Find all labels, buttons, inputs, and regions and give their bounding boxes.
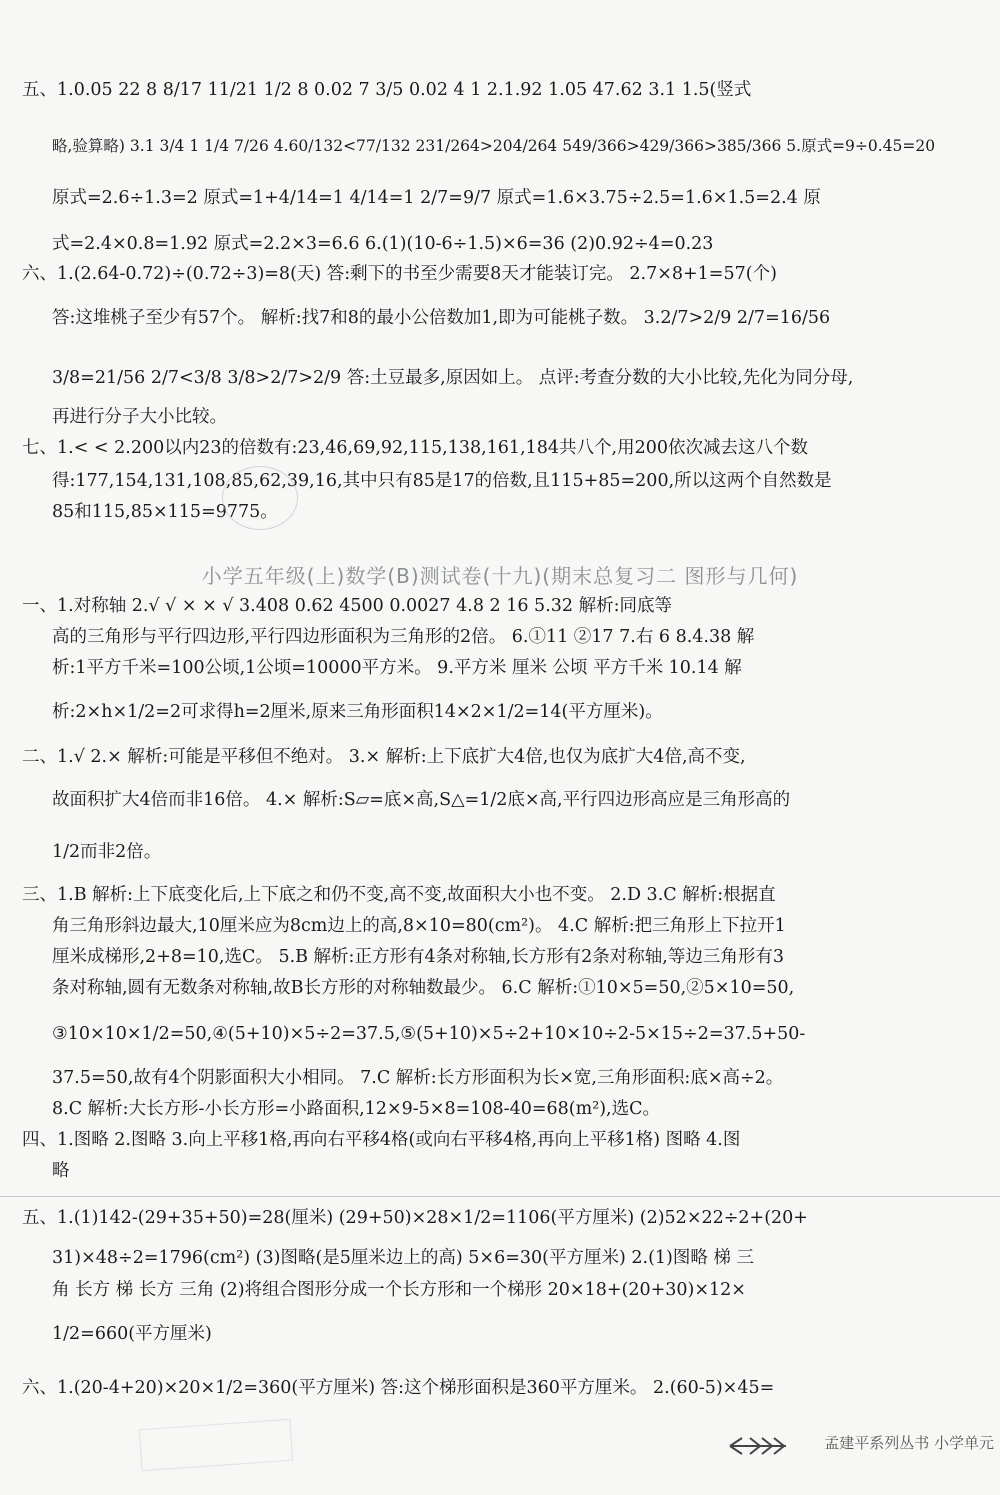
- stamp-mark: [222, 466, 298, 530]
- answer-line: 略,验算略) 3.1 3/4 1 1/4 7/26 4.60/132<77/132 231/264>204/264 549/366>429/366>385/366 5.原式=9÷0.45=20: [52, 137, 936, 155]
- answer-line: 六、1.(2.64-0.72)÷(0.72÷3)=8(天) 答:剩下的书至少需要8天才能装订完。 2.7×8+1=57(个): [22, 264, 777, 284]
- answer-line: 角三角形斜边最大,10厘米应为8cm边上的高,8×10=80(cm²)。 4.C 解析:把三角形上下拉开1: [52, 916, 786, 936]
- answer-line: 五、1.(1)142-(29+35+50)=28(厘米) (29+50)×28×1/2=1106(平方厘米) (2)52×22÷2+(20+: [22, 1208, 808, 1228]
- answer-line: 8.C 解析:大长方形-小长方形=小路面积,12×9-5×8=108-40=68(m²),选C。: [52, 1099, 660, 1119]
- answer-line: 条对称轴,圆有无数条对称轴,故B长方形的对称轴数最少。 6.C 解析:①10×5=50,②5×10=50,: [52, 978, 795, 998]
- answer-line: 37.5=50,故有4个阴影面积大小相同。 7.C 解析:长方形面积为长×宽,三角形面积:底×高÷2。: [52, 1068, 784, 1088]
- answer-line: 五、1.0.05 22 8 8/17 11/21 1/2 8 0.02 7 3/5 0.02 4 1 2.1.92 1.05 47.62 3.1 1.5(竖式: [22, 80, 752, 100]
- answer-line: 3/8=21/56 2/7<3/8 3/8>2/7>2/9 答:土豆最多,原因如上。 点评:考查分数的大小比较,先化为同分母,: [52, 368, 854, 388]
- answer-line: 故面积扩大4倍而非16倍。 4.× 解析:S▱=底×高,S△=1/2底×高,平行四边形高应是三角形高的: [52, 790, 791, 810]
- answer-line: 析:2×h×1/2=2可求得h=2厘米,原来三角形面积14×2×1/2=14(平方厘米)。: [52, 702, 663, 722]
- section-title: 小学五年级(上)数学(B)测试卷(十九)(期末总复习二 图形与几何): [201, 564, 799, 588]
- answer-line: 角 长方 梯 长方 三角 (2)将组合图形分成一个长方形和一个梯形 20×18+(20+30)×12×: [52, 1280, 746, 1300]
- answer-line: 高的三角形与平行四边形,平行四边形面积为三角形的2倍。 6.①11 ②17 7.右 6 8.4.38 解: [52, 627, 755, 647]
- answer-line: 得:177,154,131,108,85,62,39,16,其中只有85是17的倍数,且115+85=200,所以这两个自然数是: [52, 471, 832, 491]
- answer-line: 七、1.< < 2.200以内23的倍数有:23,46,69,92,115,138,161,184共八个,用200依次减去这八个数: [22, 438, 808, 458]
- answer-line: 三、1.B 解析:上下底变化后,上下底之和仍不变,高不变,故面积大小也不变。 2.D 3.C 解析:根据直: [22, 885, 776, 905]
- answer-line: 六、1.(20-4+20)×20×1/2=360(平方厘米) 答:这个梯形面积是360平方厘米。 2.(60-5)×45=: [22, 1378, 775, 1398]
- answer-line: 厘米成梯形,2+8=10,选C。 5.B 解析:正方形有4条对称轴,长方形有2条对称轴,等边三角形有3: [52, 947, 784, 967]
- answer-line: 原式=2.6÷1.3=2 原式=1+4/14=1 4/14=1 2/7=9/7 原式=1.6×3.75÷2.5=1.6×1.5=2.4 原: [52, 188, 821, 208]
- arrow-icon: [728, 1434, 788, 1458]
- divider-line: [0, 1196, 1000, 1197]
- answer-line: 答:这堆桃子至少有57个。 解析:找7和8的最小公倍数加1,即为可能桃子数。 3.2/7>2/9 2/7=16/56: [52, 308, 831, 328]
- answer-line: ③10×10×1/2=50,④(5+10)×5÷2=37.5,⑤(5+10)×5÷2+10×10÷2-5×15÷2=37.5+50-: [52, 1024, 806, 1044]
- answer-line: 31)×48÷2=1796(cm²) (3)图略(是5厘米边上的高) 5×6=30(平方厘米) 2.(1)图略 梯 三: [52, 1248, 754, 1268]
- answer-line: 式=2.4×0.8=1.92 原式=2.2×3=6.6 6.(1)(10-6÷1.5)×6=36 (2)0.92÷4=0.23: [52, 234, 714, 254]
- answer-line: 1/2=660(平方厘米): [52, 1324, 212, 1344]
- answer-line: 二、1.√ 2.× 解析:可能是平移但不绝对。 3.× 解析:上下底扩大4倍,也仅为底扩大4倍,高不变,: [22, 747, 746, 767]
- answer-line: 1/2而非2倍。: [52, 842, 162, 862]
- footer-series-label: 孟建平系列丛书 小学单元: [824, 1434, 994, 1452]
- answer-line: 析:1平方千米=100公顷,1公顷=10000平方米。 9.平方米 厘米 公顷 平方千米 10.14 解: [52, 658, 742, 678]
- answer-line: 略: [52, 1161, 70, 1181]
- stamp-mark: [139, 1419, 294, 1472]
- answer-line: 85和115,85×115=9775。: [52, 502, 278, 522]
- answer-line: 再进行分子大小比较。: [52, 407, 227, 427]
- answer-line: 四、1.图略 2.图略 3.向上平移1格,再向右平移4格(或向右平移4格,再向上平移1格) 图略 4.图: [22, 1130, 741, 1150]
- answer-line: 一、1.对称轴 2.√ √ × × √ 3.408 0.62 4500 0.0027 4.8 2 16 5.32 解析:同底等: [22, 596, 672, 616]
